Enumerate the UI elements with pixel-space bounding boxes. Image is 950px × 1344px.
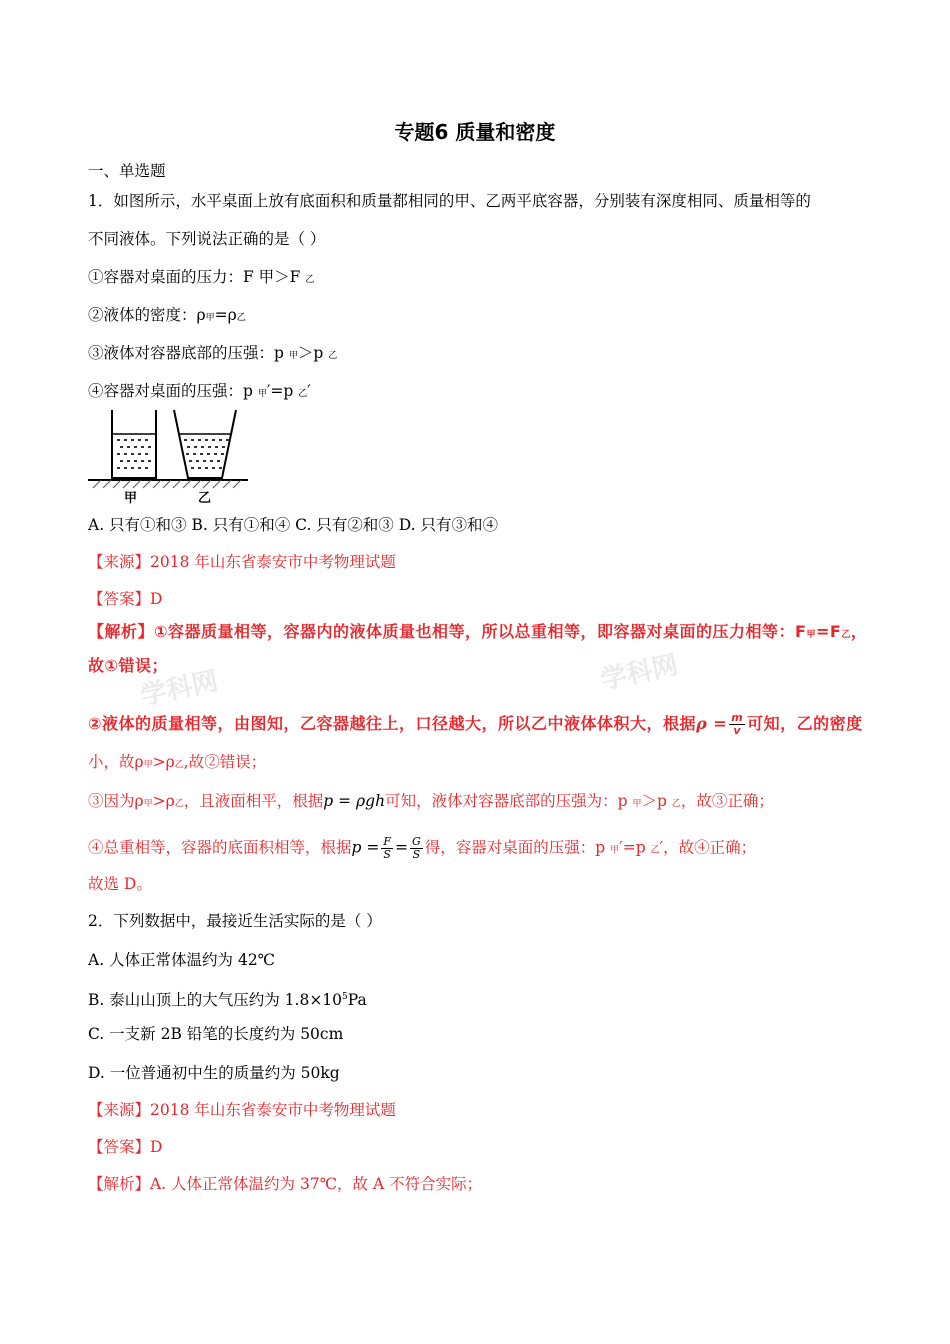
q1-explanation-line3: ②液体的质量相等，由图知，乙容器越往上，口径越大，所以乙中液体体积大，根据ρ = $\frac{m}{v}$ 可知，乙的密度 <box>88 711 863 737</box>
q2-option-a: A. 人体正常体温约为 42℃ <box>88 951 276 969</box>
q1-statement-4: ④容器对桌面的压强：p 甲′=p 乙′ <box>88 382 311 400</box>
figure-label-jia: 甲 <box>124 491 138 506</box>
q1-explanation-line5: ③因为ρ甲>ρ乙，且液面相平，根据p = ρgh可知，液体对容器底部的压强为：p 甲＞p 乙，故③正确； <box>88 792 774 810</box>
q2-stem: 2．下列数据中，最接近生活实际的是（ ） <box>88 912 382 930</box>
q2-source: 【来源】2018 年山东省泰安市中考物理试题 <box>88 1101 396 1119</box>
containers-figure <box>88 408 258 506</box>
q2-answer: 【答案】D <box>88 1138 163 1156</box>
q1-stem-line1: 1．如图所示，水平桌面上放有底面积和质量都相同的甲、乙两平底容器，分别装有深度相同、质量相等的 <box>88 192 811 210</box>
figure-label-yi: 乙 <box>198 491 212 506</box>
q1-explanation-line7: 故选 D。 <box>88 875 152 893</box>
q1-explanation-line1: 【解析】①容器质量相等，容器内的液体质量也相等，所以总重相等，即容器对桌面的压力相等：F甲=F乙， <box>88 622 868 641</box>
q2-option-b: B. 泰山山顶上的大气压约为 $1.8\times 10^5Pa$ <box>88 991 367 1010</box>
q1-explanation-line4: 小，故ρ甲>ρ乙,故②错误； <box>88 753 267 771</box>
q2-explanation-line1: 【解析】A. 人体正常体温约为 37℃，故 A 不符合实际； <box>88 1175 483 1193</box>
q1-statement-2: ②液体的密度：ρ甲=ρ乙 <box>88 306 246 324</box>
q1-statement-1: ①容器对桌面的压力：F 甲＞F 乙 <box>88 268 315 286</box>
q1-answer: 【答案】D <box>88 590 163 608</box>
q2-option-c: C. 一支新 2B 铅笔的长度约为 50cm <box>88 1025 344 1043</box>
q2-option-d: D. 一位普通初中生的质量约为 50kg <box>88 1064 340 1082</box>
section-heading: 一、单选题 <box>88 162 166 180</box>
q1-source: 【来源】2018 年山东省泰安市中考物理试题 <box>88 553 396 571</box>
q1-stem-line2: 不同液体。下列说法正确的是（ ） <box>88 230 326 248</box>
q1-explanation-line2: 故①错误； <box>88 656 169 675</box>
watermark-right: 学科网 <box>598 650 681 696</box>
q1-options: A. 只有①和③ B. 只有①和④ C. 只有②和③ D. 只有③和④ <box>88 516 498 534</box>
q1-statement-3: ③液体对容器底部的压强：p 甲＞p 乙 <box>88 344 338 362</box>
q1-explanation-line6: ④总重相等，容器的底面积相等，根据p = $\frac{F}{S}$ = $\frac{G}{S}$ 得，容器对桌面的压强：p 甲′=p 乙′，故④正确； <box>88 835 757 861</box>
page-title: 专题6 质量和密度 <box>394 120 556 144</box>
watermark-left: 学科网 <box>138 666 221 712</box>
